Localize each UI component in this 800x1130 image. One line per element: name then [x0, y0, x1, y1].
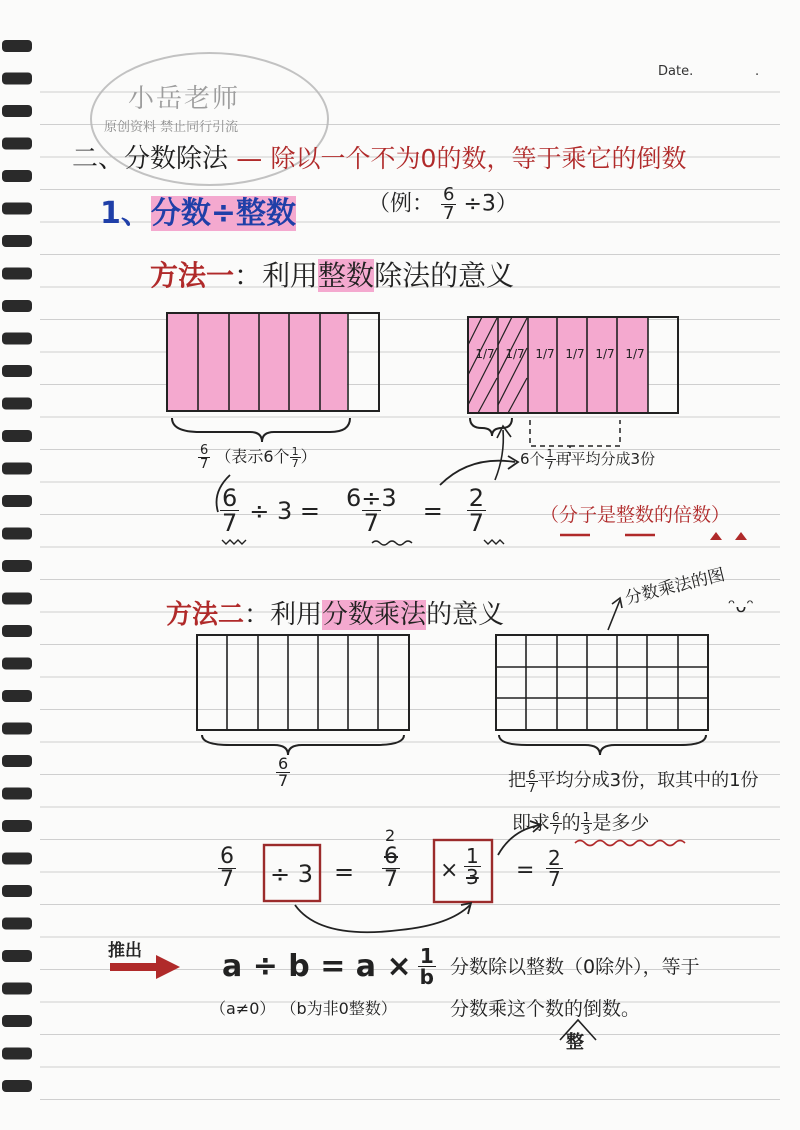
method1-note: （分子是整数的倍数）: [540, 504, 731, 526]
right-caption-den: 7: [546, 459, 554, 472]
caption-fraction: [198, 444, 210, 471]
date-label: Date.: [658, 64, 694, 79]
method2-colon: ：: [244, 600, 271, 630]
explain2-fraction2: [581, 811, 593, 836]
eq2-a: [218, 846, 236, 891]
eq1-b-den: 7: [363, 509, 379, 537]
explain2-den: 7: [552, 823, 560, 837]
eq2-b: [382, 846, 400, 891]
conclusion-label: 推出: [108, 941, 142, 961]
bar-label: [470, 348, 500, 360]
date-dot: .: [755, 64, 760, 79]
conclusion-formula: [222, 946, 436, 987]
smile-doodle: ᵔᴗᵔ: [728, 596, 754, 617]
title-dash: —: [236, 144, 263, 174]
brace-den: 7: [278, 771, 289, 790]
method1-text-b: 除法的意义: [374, 259, 515, 292]
eq2-a-fraction: [218, 846, 236, 891]
spiral-ring: [2, 398, 32, 410]
bar-right-labels: [470, 348, 650, 360]
eq2-box2-fraction: [464, 846, 481, 887]
conclusion-text1: 分数除以整数（0除外），等于: [450, 956, 700, 978]
eq2-b-den: 7: [384, 867, 398, 892]
example-suffix: ÷3）: [463, 191, 518, 217]
spiral-ring: [2, 365, 32, 377]
spiral-ring: [2, 528, 32, 540]
eq1-eq: =: [422, 496, 443, 525]
spiral-ring: [2, 983, 32, 995]
method2-heading: [166, 594, 504, 631]
method1-colon: ：: [234, 259, 263, 292]
grid-left: [197, 635, 409, 730]
method1-label: 方法一: [150, 259, 235, 292]
caption-note-den: 7: [291, 457, 299, 470]
example-den: 7: [443, 203, 455, 224]
eq2-box2: [464, 846, 481, 887]
explain2-a: 即求: [512, 812, 551, 834]
caption-note: （表示6个: [215, 447, 290, 466]
condition-b: （b为非0整数）: [280, 999, 397, 1018]
caption-note-num: 1: [291, 445, 299, 458]
right-caption-num: 1: [546, 447, 554, 460]
eq2-box1: ÷ 3: [270, 860, 314, 888]
bar-label-text: 1/7: [625, 347, 645, 361]
bar-label: [590, 348, 620, 360]
eq1-c: [467, 486, 486, 535]
formula-a: a ÷ b = a ×: [222, 949, 412, 984]
explain2-b: 的: [561, 812, 581, 834]
eq1-a-den: 7: [222, 509, 238, 537]
spiral-ring: [2, 918, 32, 930]
bar-label: [500, 348, 530, 360]
formula-den: b: [419, 965, 434, 989]
title-line: [72, 138, 686, 175]
explain2-den2: 3: [582, 823, 591, 837]
bar-left: [167, 313, 379, 411]
spiral-ring: [2, 853, 32, 865]
spiral-ring: [2, 268, 32, 280]
eq2-box2-den: 3: [466, 865, 479, 889]
spiral-ring: [2, 40, 32, 52]
bar-label-text: 1/7: [505, 347, 525, 361]
section1-number: 1、: [100, 196, 151, 231]
brace-num: 6: [278, 754, 289, 773]
spiral-ring: [2, 300, 32, 312]
watermark-name: 小岳老师: [128, 84, 241, 114]
conclusion-text2: 分数乘这个数的倒数。: [450, 998, 641, 1020]
spiral-ring: [2, 1048, 32, 1060]
spiral-ring: [2, 658, 32, 670]
method2-explain2: [512, 808, 649, 836]
condition-a: （a≠0）: [210, 999, 276, 1018]
eq1-op: ÷ 3 =: [249, 496, 321, 525]
eq1-b-num: 6÷3: [346, 484, 397, 512]
eq2-b-top: 2: [385, 826, 396, 845]
method2-brace-label: [276, 756, 290, 789]
formula-fraction: [418, 946, 436, 987]
bar-label: [560, 348, 590, 360]
section1-example: [368, 186, 518, 223]
eq2-b-num: 6: [384, 844, 398, 869]
spiral-ring: [2, 1015, 32, 1027]
eq2-eq2: =: [516, 858, 535, 883]
section1-heading: [100, 188, 296, 232]
method1-equation: [220, 486, 486, 535]
method2-text-hl: 分数乘法: [322, 600, 427, 630]
method2-text-b: 的意义: [426, 600, 505, 630]
eq2-c-den: 7: [548, 867, 561, 891]
watermark-notice: 原创资料 禁止同行引流: [104, 120, 239, 135]
spiral-ring: [2, 138, 32, 150]
spiral-ring: [2, 788, 32, 800]
section1-topic: 分数÷整数: [150, 196, 297, 231]
bar-right: [468, 317, 678, 413]
eq2-eq1: =: [334, 858, 355, 886]
method1-heading: [150, 254, 514, 294]
spiral-ring: [2, 235, 32, 247]
explain1-a: 把: [508, 770, 526, 791]
right-caption-end: 再平均分成3份: [555, 450, 656, 468]
spiral-ring: [2, 625, 32, 637]
bar-label-text: 1/7: [565, 347, 585, 361]
spiral-ring: [2, 1080, 32, 1092]
eq2-c-fraction: [546, 848, 563, 889]
explain1-fraction: [526, 769, 538, 794]
spiral-ring: [2, 105, 32, 117]
example-fraction: [441, 186, 456, 223]
explain2-fraction: [550, 811, 562, 836]
title-prefix: 二、分数除法: [72, 144, 229, 174]
spiral-ring: [2, 495, 32, 507]
eq2-c-num: 2: [548, 846, 561, 870]
eq1-a-num: 6: [222, 484, 238, 512]
spiral-ring: [2, 950, 32, 962]
bar-label: [530, 348, 560, 360]
spiral-ring: [2, 203, 32, 215]
spiral-ring: [2, 885, 32, 897]
eq1-c-num: 2: [468, 484, 485, 512]
explain1-num: 6: [528, 767, 536, 782]
spiral-ring: [2, 755, 32, 767]
conclusion-conditions: [210, 996, 397, 1019]
spiral-ring: [2, 593, 32, 605]
brace-fraction: [276, 756, 290, 789]
caption-den: 7: [200, 457, 209, 472]
right-caption-a: 6个: [520, 450, 545, 468]
method2-text-a: 利用: [270, 600, 323, 630]
spiral-ring: [2, 73, 32, 85]
formula-num: 1: [419, 944, 434, 968]
method1-text-a: 利用: [262, 259, 319, 292]
explain2-num2: 1: [582, 810, 591, 824]
eq2-box2-op: ×: [440, 858, 459, 883]
eq2-b-fraction: [382, 846, 400, 891]
bar-label-text: 1/7: [535, 347, 555, 361]
method1-text-hl: 整数: [318, 259, 375, 292]
eq2-a-den: 7: [220, 867, 234, 892]
caption-note-fraction: [290, 446, 301, 469]
spiral-binding: [2, 40, 32, 1092]
conclusion-correction: 整: [566, 1032, 584, 1053]
method2-label: 方法二: [166, 600, 245, 630]
left-bar-caption: [198, 444, 317, 471]
eq2-box2-num: 1: [466, 844, 479, 868]
eq1-a: [220, 486, 239, 535]
bar-label-text: 1/7: [475, 347, 495, 361]
eq2-c: [546, 848, 563, 889]
explain2-num: 6: [552, 810, 560, 824]
spiral-ring: [2, 820, 32, 832]
bar-label: [620, 348, 650, 360]
spiral-ring: [2, 560, 32, 572]
eq1-c-den: 7: [468, 509, 485, 537]
title-rule: 除以一个不为0的数，等于乘它的倒数: [270, 144, 687, 173]
grid-right: [496, 635, 708, 730]
spiral-ring: [2, 463, 32, 475]
spiral-ring: [2, 723, 32, 735]
spiral-ring: [2, 690, 32, 702]
example-num: 6: [443, 184, 455, 205]
right-caption-fraction: [545, 448, 556, 471]
right-bar-caption: [520, 448, 655, 471]
explain1-b: 平均分成3份，取其中的1份: [537, 770, 759, 791]
caption-num: 6: [200, 443, 209, 458]
grid-note: 分数乘法的图: [623, 564, 727, 609]
bar-label-text: 1/7: [595, 347, 615, 361]
explain2-c: 是多少: [592, 812, 650, 834]
spiral-ring: [2, 170, 32, 182]
method2-explain1: [508, 766, 759, 794]
spiral-ring: [2, 333, 32, 345]
caption-note-end: ）: [300, 447, 317, 466]
eq1-b: [344, 486, 399, 535]
explain1-den: 7: [528, 780, 536, 795]
spiral-ring: [2, 430, 32, 442]
eq2-a-num: 6: [220, 844, 234, 869]
example-prefix: （例：: [368, 191, 435, 217]
